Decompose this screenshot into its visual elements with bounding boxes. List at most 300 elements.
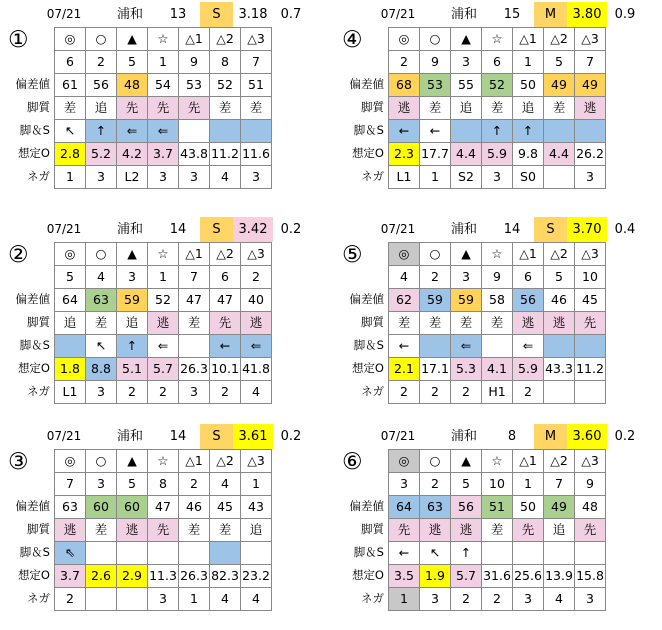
table-cell: ↑ bbox=[513, 120, 544, 143]
table-cell: 9 bbox=[420, 51, 451, 74]
table-header-row bbox=[389, 450, 606, 473]
row-label: 偏差値 bbox=[349, 499, 384, 513]
table-cell: 4 bbox=[389, 266, 420, 289]
row-label: 脚質 bbox=[361, 522, 384, 536]
table-cell: 逃 bbox=[117, 519, 148, 542]
table-row bbox=[55, 266, 272, 289]
table-cell: 41.8 bbox=[241, 358, 272, 381]
table-cell: 差 bbox=[55, 97, 86, 120]
race-date: 07/21 bbox=[46, 7, 82, 21]
table-cell: 52 bbox=[210, 74, 241, 97]
table-cell: 11.3 bbox=[148, 565, 179, 588]
table-cell: 5.1 bbox=[117, 358, 148, 381]
table-cell: 17.7 bbox=[420, 143, 451, 166]
row-label: 偏差値 bbox=[15, 292, 50, 306]
table-cell: 1 bbox=[55, 166, 86, 189]
table-cell: 3 bbox=[420, 588, 451, 611]
table-cell bbox=[241, 542, 272, 565]
table-cell: 10 bbox=[575, 266, 606, 289]
mark-header: △3 bbox=[575, 28, 606, 51]
mark-header: ☆ bbox=[482, 28, 513, 51]
table-row bbox=[389, 335, 606, 358]
table-cell: 68 bbox=[389, 74, 420, 97]
table-cell: 逃 bbox=[148, 312, 179, 335]
table-row bbox=[389, 266, 606, 289]
table-cell bbox=[575, 335, 606, 358]
table-cell: 追 bbox=[117, 312, 148, 335]
table-cell: 3.5 bbox=[389, 565, 420, 588]
table-cell: 4 bbox=[241, 381, 272, 404]
table-row bbox=[55, 51, 272, 74]
table-cell: 3 bbox=[148, 588, 179, 611]
race-table bbox=[388, 242, 606, 404]
table-cell: 48 bbox=[575, 496, 606, 519]
table-cell: 追 bbox=[55, 312, 86, 335]
table-header-row bbox=[389, 243, 606, 266]
table-cell: 50 bbox=[513, 496, 544, 519]
label-spacer bbox=[0, 472, 54, 495]
table-cell: 3 bbox=[86, 473, 117, 496]
table-cell bbox=[451, 120, 482, 143]
table-cell: 26.2 bbox=[575, 143, 606, 166]
track-condition-badge: M bbox=[534, 424, 567, 449]
table-cell: 2.6 bbox=[86, 565, 117, 588]
table-cell: 2.8 bbox=[55, 143, 86, 166]
label-spacer bbox=[0, 242, 54, 265]
table-cell: 先 bbox=[148, 97, 179, 120]
table-cell: 17.1 bbox=[420, 358, 451, 381]
race-index-marker: ⑥ bbox=[342, 449, 363, 475]
table-cell: 差 bbox=[210, 97, 241, 120]
mark-header: ◎ bbox=[55, 450, 86, 473]
table-row bbox=[55, 565, 272, 588]
table-cell: ← bbox=[210, 335, 241, 358]
table-cell: ⇐ bbox=[117, 120, 148, 143]
mark-header: △2 bbox=[544, 450, 575, 473]
table-row bbox=[389, 519, 606, 542]
table-cell: 逃 bbox=[513, 312, 544, 335]
table-cell: 差 bbox=[544, 97, 575, 120]
row-label: 脚＆S bbox=[19, 338, 50, 352]
table-cell: 31.6 bbox=[482, 565, 513, 588]
table-cell: 4 bbox=[241, 588, 272, 611]
mark-header: ▲ bbox=[451, 28, 482, 51]
table-cell: 差 bbox=[389, 312, 420, 335]
table-cell: ↖ bbox=[55, 120, 86, 143]
race-number: 14 bbox=[169, 429, 187, 444]
table-cell: 6 bbox=[482, 51, 513, 74]
table-cell bbox=[117, 542, 148, 565]
table-header-row bbox=[55, 28, 272, 51]
table-cell bbox=[544, 335, 575, 358]
table-cell: 差 bbox=[482, 97, 513, 120]
table-cell: 4.4 bbox=[544, 143, 575, 166]
table-cell: ← bbox=[389, 335, 420, 358]
table-row bbox=[389, 312, 606, 335]
table-row bbox=[389, 74, 606, 97]
table-cell: 8 bbox=[210, 51, 241, 74]
table-header-row bbox=[389, 28, 606, 51]
row-label: 脚質 bbox=[361, 315, 384, 329]
table-cell: 8.8 bbox=[86, 358, 117, 381]
label-spacer bbox=[334, 50, 388, 73]
race-table bbox=[388, 27, 606, 189]
table-cell: 1 bbox=[389, 588, 420, 611]
table-row bbox=[55, 120, 272, 143]
table-cell: 1 bbox=[179, 588, 210, 611]
mark-header: ◎ bbox=[389, 28, 420, 51]
table-cell bbox=[544, 381, 575, 404]
table-cell: 4 bbox=[210, 473, 241, 496]
table-cell: 3 bbox=[241, 166, 272, 189]
label-spacer bbox=[0, 50, 54, 73]
table-row bbox=[389, 166, 606, 189]
label-spacer bbox=[0, 27, 54, 50]
table-cell: 3 bbox=[575, 588, 606, 611]
table-cell: 54 bbox=[148, 74, 179, 97]
table-cell: 59 bbox=[117, 289, 148, 312]
table-cell: 5.3 bbox=[451, 358, 482, 381]
table-cell: 13.9 bbox=[544, 565, 575, 588]
table-cell: 2 bbox=[513, 381, 544, 404]
table-cell: 4.4 bbox=[451, 143, 482, 166]
table-cell: ← bbox=[420, 120, 451, 143]
table-cell bbox=[575, 542, 606, 565]
table-cell: 1 bbox=[148, 266, 179, 289]
label-spacer bbox=[0, 449, 54, 472]
row-label: 想定O bbox=[351, 146, 384, 160]
mark-header: △1 bbox=[513, 450, 544, 473]
table-cell: 50 bbox=[513, 74, 544, 97]
table-cell: 11.2 bbox=[210, 143, 241, 166]
table-header-row bbox=[55, 243, 272, 266]
table-cell: 逃 bbox=[544, 312, 575, 335]
table-cell: 3.7 bbox=[148, 143, 179, 166]
race-header bbox=[334, 2, 662, 27]
table-row bbox=[389, 51, 606, 74]
table-cell: 4 bbox=[210, 166, 241, 189]
mark-header: △2 bbox=[210, 243, 241, 266]
table-row bbox=[55, 473, 272, 496]
table-cell bbox=[482, 542, 513, 565]
row-label: ネガ bbox=[361, 591, 384, 605]
table-cell: 6 bbox=[210, 266, 241, 289]
table-cell: 46 bbox=[544, 289, 575, 312]
table-cell bbox=[55, 335, 86, 358]
race-number: 14 bbox=[169, 222, 187, 237]
table-cell: 7 bbox=[241, 51, 272, 74]
table-cell: 5 bbox=[544, 266, 575, 289]
table-cell bbox=[210, 542, 241, 565]
race-table bbox=[54, 27, 272, 189]
label-spacer bbox=[334, 265, 388, 288]
table-header-row bbox=[55, 450, 272, 473]
mark-header: ▲ bbox=[451, 243, 482, 266]
table-cell: 4 bbox=[544, 588, 575, 611]
table-cell: 2 bbox=[420, 381, 451, 404]
mark-header: ◎ bbox=[55, 28, 86, 51]
table-cell: 2 bbox=[241, 266, 272, 289]
table-cell: 52 bbox=[482, 74, 513, 97]
table-cell: 58 bbox=[482, 289, 513, 312]
table-cell: 64 bbox=[55, 289, 86, 312]
table-cell: 5 bbox=[451, 473, 482, 496]
table-cell: 3 bbox=[86, 381, 117, 404]
table-cell: 2 bbox=[117, 381, 148, 404]
race-number: 15 bbox=[503, 7, 521, 22]
table-cell: 7 bbox=[179, 266, 210, 289]
table-cell bbox=[148, 542, 179, 565]
table-cell: 59 bbox=[451, 289, 482, 312]
table-cell: 5.7 bbox=[451, 565, 482, 588]
table-cell: ↑ bbox=[451, 542, 482, 565]
table-cell: 追 bbox=[513, 97, 544, 120]
race-table bbox=[388, 449, 606, 611]
table-cell: 53 bbox=[420, 74, 451, 97]
table-cell: L1 bbox=[389, 166, 420, 189]
row-label: 脚＆S bbox=[19, 545, 50, 559]
race-venue: 浦和 bbox=[116, 7, 143, 22]
mark-header: ○ bbox=[420, 450, 451, 473]
table-cell: 7 bbox=[575, 51, 606, 74]
table-row bbox=[55, 588, 272, 611]
table-cell bbox=[179, 335, 210, 358]
table-cell: 差 bbox=[86, 312, 117, 335]
race-index-marker: ① bbox=[8, 27, 29, 53]
table-cell: 2.9 bbox=[117, 565, 148, 588]
table-cell: 1.8 bbox=[55, 358, 86, 381]
table-row bbox=[389, 473, 606, 496]
mark-header: △1 bbox=[513, 243, 544, 266]
table-cell: 3 bbox=[575, 166, 606, 189]
table-row bbox=[389, 97, 606, 120]
table-cell bbox=[482, 335, 513, 358]
table-cell: 61 bbox=[55, 74, 86, 97]
table-cell: 51 bbox=[241, 74, 272, 97]
mark-header: ☆ bbox=[148, 28, 179, 51]
table-cell: 56 bbox=[513, 289, 544, 312]
table-cell: 43 bbox=[241, 496, 272, 519]
label-spacer bbox=[0, 265, 54, 288]
table-cell: H1 bbox=[482, 381, 513, 404]
row-label: ネガ bbox=[361, 169, 384, 183]
difficulty-value: 3.61 bbox=[233, 424, 273, 449]
table-cell: 3.7 bbox=[55, 565, 86, 588]
row-label: 偏差値 bbox=[349, 77, 384, 91]
table-cell: ↑ bbox=[86, 120, 117, 143]
table-row bbox=[389, 496, 606, 519]
table-cell: 逃 bbox=[55, 519, 86, 542]
table-cell bbox=[544, 166, 575, 189]
row-labels bbox=[0, 27, 54, 188]
mark-header: ▲ bbox=[451, 450, 482, 473]
table-cell: 追 bbox=[86, 97, 117, 120]
label-spacer bbox=[334, 242, 388, 265]
mark-header: △1 bbox=[179, 28, 210, 51]
race-block bbox=[0, 424, 330, 630]
race-number: 14 bbox=[503, 222, 521, 237]
table-cell: ⇐ bbox=[451, 335, 482, 358]
table-cell: 差 bbox=[241, 97, 272, 120]
table-cell bbox=[241, 120, 272, 143]
table-cell: 47 bbox=[148, 496, 179, 519]
table-cell: 10.1 bbox=[210, 358, 241, 381]
label-spacer bbox=[334, 472, 388, 495]
table-cell bbox=[575, 381, 606, 404]
table-cell: ⇐ bbox=[148, 335, 179, 358]
table-cell: 64 bbox=[389, 496, 420, 519]
difficulty-value: 3.80 bbox=[567, 2, 607, 27]
table-cell: 9.8 bbox=[513, 143, 544, 166]
table-cell: 3 bbox=[86, 166, 117, 189]
table-cell: ← bbox=[389, 542, 420, 565]
row-label: 偏差値 bbox=[15, 77, 50, 91]
table-cell: 10 bbox=[482, 473, 513, 496]
table-cell: 1 bbox=[513, 51, 544, 74]
row-label: ネガ bbox=[361, 384, 384, 398]
table-cell: 8 bbox=[148, 473, 179, 496]
table-cell: 1 bbox=[513, 473, 544, 496]
track-condition-badge: M bbox=[534, 2, 567, 27]
table-cell: 3 bbox=[513, 588, 544, 611]
table-cell: 43.8 bbox=[179, 143, 210, 166]
table-cell: 9 bbox=[575, 473, 606, 496]
table-cell: 6 bbox=[513, 266, 544, 289]
mark-header: △2 bbox=[210, 450, 241, 473]
table-cell: 3 bbox=[451, 266, 482, 289]
mark-header: ▲ bbox=[117, 28, 148, 51]
table-cell bbox=[86, 588, 117, 611]
table-cell: 26.3 bbox=[179, 358, 210, 381]
race-date: 07/21 bbox=[380, 429, 416, 443]
table-cell: 49 bbox=[544, 74, 575, 97]
race-venue: 浦和 bbox=[116, 429, 143, 444]
table-cell: 49 bbox=[544, 496, 575, 519]
table-cell: 先 bbox=[513, 519, 544, 542]
table-cell: 逃 bbox=[241, 312, 272, 335]
table-cell: 23.2 bbox=[241, 565, 272, 588]
table-cell bbox=[420, 335, 451, 358]
table-cell: 逃 bbox=[575, 97, 606, 120]
table-cell bbox=[210, 120, 241, 143]
mark-header: △1 bbox=[513, 28, 544, 51]
table-row bbox=[389, 143, 606, 166]
table-cell: 2 bbox=[210, 381, 241, 404]
table-cell: ⇖ bbox=[55, 542, 86, 565]
table-row bbox=[389, 542, 606, 565]
mark-header: ◎ bbox=[389, 243, 420, 266]
table-cell: 先 bbox=[117, 97, 148, 120]
mark-header: ○ bbox=[86, 450, 117, 473]
table-row bbox=[55, 143, 272, 166]
table-cell: 26.3 bbox=[179, 565, 210, 588]
table-cell bbox=[544, 542, 575, 565]
table-cell bbox=[117, 588, 148, 611]
table-cell: ⇐ bbox=[148, 120, 179, 143]
mark-header: ☆ bbox=[482, 243, 513, 266]
row-label: 想定O bbox=[351, 361, 384, 375]
table-cell: 6 bbox=[55, 51, 86, 74]
race-header bbox=[334, 424, 662, 449]
race-block bbox=[334, 217, 662, 423]
row-label: 脚質 bbox=[361, 100, 384, 114]
table-cell: 25.6 bbox=[513, 565, 544, 588]
table-cell: 差 bbox=[210, 519, 241, 542]
row-labels bbox=[0, 449, 54, 610]
table-row bbox=[55, 97, 272, 120]
row-label: 脚質 bbox=[27, 315, 50, 329]
table-cell: 9 bbox=[482, 266, 513, 289]
table-cell: 3 bbox=[179, 166, 210, 189]
label-spacer bbox=[334, 27, 388, 50]
table-cell: 差 bbox=[179, 519, 210, 542]
race-number: 13 bbox=[169, 7, 187, 22]
race-date: 07/21 bbox=[46, 429, 82, 443]
table-cell: 62 bbox=[389, 289, 420, 312]
mark-header: ◎ bbox=[389, 450, 420, 473]
row-label: 想定O bbox=[17, 146, 50, 160]
table-cell: 1 bbox=[241, 473, 272, 496]
table-cell: ↑ bbox=[117, 335, 148, 358]
table-row bbox=[389, 289, 606, 312]
mark-header: △2 bbox=[544, 28, 575, 51]
table-cell: 3 bbox=[451, 51, 482, 74]
table-row bbox=[55, 381, 272, 404]
mark-header: △3 bbox=[241, 450, 272, 473]
mark-header: ☆ bbox=[482, 450, 513, 473]
table-cell: 追 bbox=[241, 519, 272, 542]
race-block bbox=[0, 2, 330, 208]
table-cell: 2.3 bbox=[389, 143, 420, 166]
table-cell: 3 bbox=[482, 166, 513, 189]
table-cell: 52 bbox=[148, 289, 179, 312]
mark-header: ○ bbox=[86, 28, 117, 51]
mark-header: ▲ bbox=[117, 243, 148, 266]
table-cell: 差 bbox=[420, 97, 451, 120]
table-cell: 55 bbox=[451, 74, 482, 97]
table-cell: 2 bbox=[420, 266, 451, 289]
table-cell: 逃 bbox=[451, 519, 482, 542]
race-venue: 浦和 bbox=[450, 429, 477, 444]
table-cell: 5 bbox=[117, 51, 148, 74]
race-block bbox=[334, 424, 662, 630]
table-cell: 2 bbox=[86, 51, 117, 74]
table-cell: 差 bbox=[482, 312, 513, 335]
table-cell: 5 bbox=[117, 473, 148, 496]
row-label: 偏差値 bbox=[349, 292, 384, 306]
table-cell: S0 bbox=[513, 166, 544, 189]
table-cell: ← bbox=[389, 120, 420, 143]
table-row bbox=[55, 289, 272, 312]
table-cell: 2 bbox=[55, 588, 86, 611]
race-index-marker: ④ bbox=[342, 27, 363, 53]
table-cell: 逃 bbox=[389, 97, 420, 120]
table-cell: 15.8 bbox=[575, 565, 606, 588]
table-cell: 1 bbox=[420, 166, 451, 189]
table-row bbox=[389, 358, 606, 381]
row-label: 脚＆S bbox=[353, 338, 384, 352]
table-cell bbox=[575, 120, 606, 143]
race-header bbox=[0, 2, 330, 27]
index-value: 0.7 bbox=[280, 7, 302, 22]
table-row bbox=[55, 542, 272, 565]
table-cell: 2 bbox=[482, 588, 513, 611]
difficulty-value: 3.70 bbox=[567, 217, 607, 242]
mark-header: ◎ bbox=[55, 243, 86, 266]
table-cell: 53 bbox=[179, 74, 210, 97]
table-row bbox=[55, 312, 272, 335]
table-row bbox=[55, 358, 272, 381]
